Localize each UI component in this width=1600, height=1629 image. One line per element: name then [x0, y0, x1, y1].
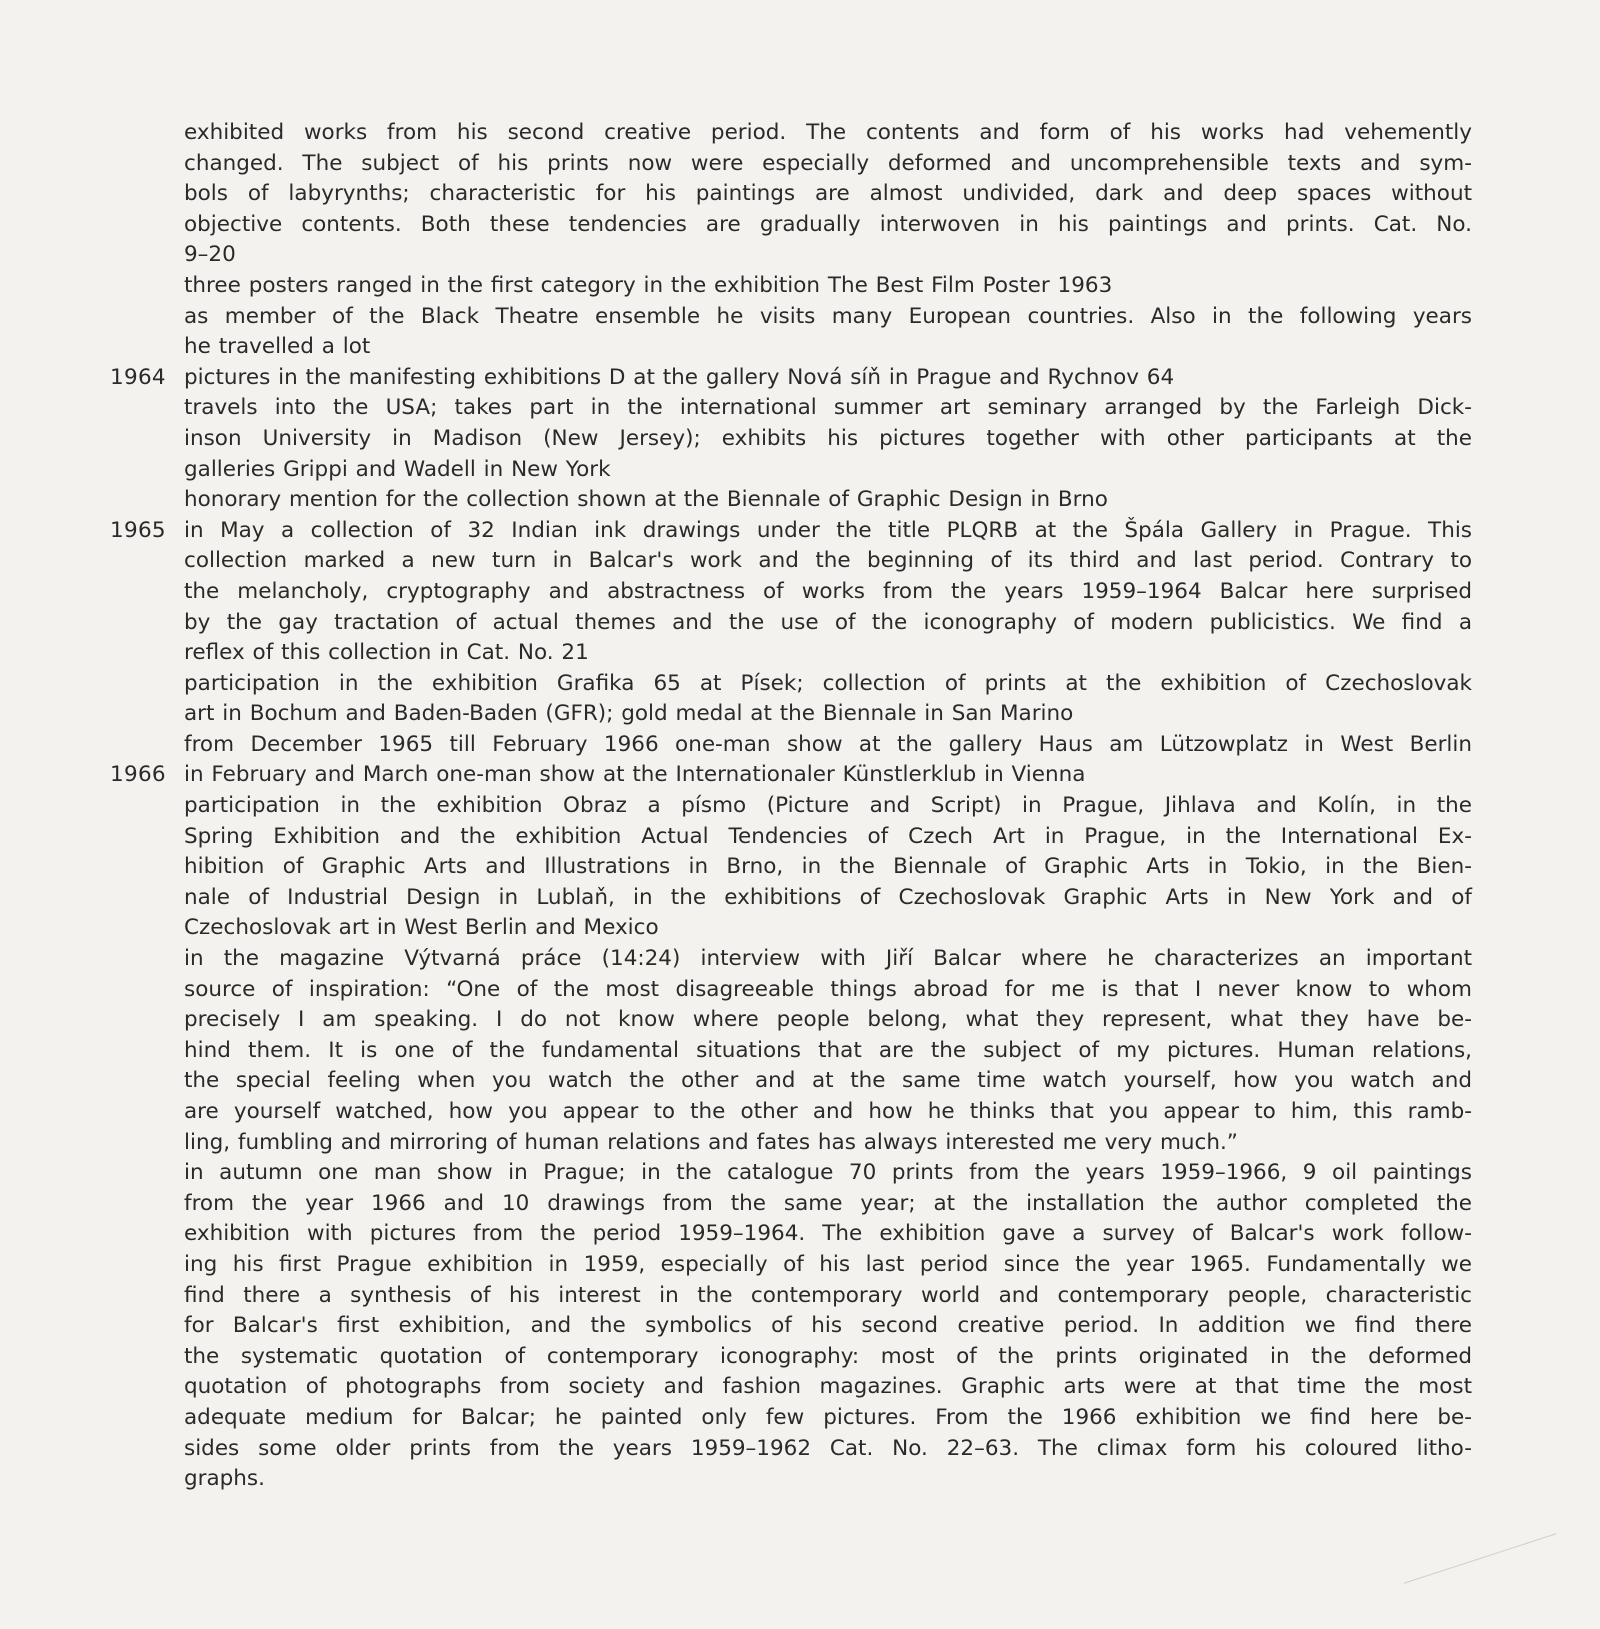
- text-line: [110, 393, 1472, 424]
- text-line-content: honorary mention for the collection shown at the Biennale of Graphic Design in Brno: [184, 487, 1108, 513]
- text-line: [110, 1219, 1472, 1250]
- text-line: [110, 699, 1472, 730]
- text-line-content: participation in the exhibition Grafika 65 at Písek; collection of prints at the exhibition of Czechoslovak: [184, 670, 1472, 696]
- text-line-content: three posters ranged in the first category in the exhibition The Best Film Poster 1963: [184, 272, 1113, 298]
- text-line: [110, 669, 1472, 700]
- text-line-content: in February and March one-man show at the Internationaler Künstlerklub in Vienna: [184, 762, 1086, 788]
- text-line-content: precisely I am speaking. I do not know where people belong, what they represent, what they have be-: [184, 1007, 1472, 1033]
- text-line: [110, 149, 1472, 180]
- text-line-content: from December 1965 till February 1966 one-man show at the gallery Haus am Lützowplatz in West Berlin: [184, 731, 1472, 757]
- text-line: [110, 118, 1472, 149]
- year-label: 1965: [110, 517, 166, 543]
- text-line: [110, 883, 1472, 914]
- text-line: [110, 1403, 1472, 1434]
- text-line: [110, 332, 1472, 363]
- text-line-content: hind them. It is one of the fundamental situations that are the subject of my pictures. Human relations,: [184, 1037, 1472, 1063]
- text-line: [110, 302, 1472, 333]
- text-line-content: in the magazine Výtvarná práce (14:24) interview with Jiří Balcar where he characterizes an important: [184, 946, 1472, 972]
- text-line-content: Spring Exhibition and the exhibition Actual Tendencies of Czech Art in Prague, in the International Ex-: [184, 823, 1472, 849]
- text-line: [110, 913, 1472, 944]
- text-line: [110, 730, 1472, 761]
- text-line: [110, 1250, 1472, 1281]
- text-line: [110, 608, 1472, 639]
- text-line-content: as member of the Black Theatre ensemble he visits many European countries. Also in the following years: [184, 303, 1472, 329]
- text-line-content: ing his first Prague exhibition in 1959, especially of his last period since the year 1965. Fundamentally we: [184, 1251, 1472, 1277]
- text-line: [110, 822, 1472, 853]
- text-line-content: galleries Grippi and Wadell in New York: [184, 456, 611, 482]
- text-line-content: from the year 1966 and 10 drawings from the same year; at the installation the author completed the: [184, 1190, 1472, 1216]
- text-line: [110, 1434, 1472, 1465]
- text-line-content: pictures in the manifesting exhibitions D at the gallery Nová síň in Prague and Rychnov 64: [184, 364, 1175, 390]
- text-line: [110, 271, 1472, 302]
- text-line: [110, 516, 1472, 547]
- year-label: 1964: [110, 364, 166, 390]
- text-line-content: quotation of photographs from society and fashion magazines. Graphic arts were at that time the most: [184, 1374, 1472, 1400]
- text-line: [110, 240, 1472, 271]
- text-line: [110, 179, 1472, 210]
- text-line: [110, 1372, 1472, 1403]
- scan-mark: [1404, 1533, 1556, 1583]
- text-line: [110, 1311, 1472, 1342]
- text-line-content: sides some older prints from the years 1959–1962 Cat. No. 22–63. The climax form his coloured litho-: [184, 1435, 1472, 1461]
- text-line-content: exhibited works from his second creative period. The contents and form of his works had vehemently: [184, 120, 1472, 145]
- text-line-content: in May a collection of 32 Indian ink drawings under the title PLQRB at the Špála Gallery in Prague. This: [184, 517, 1472, 543]
- text-line: [110, 1097, 1472, 1128]
- text-line-content: the melancholy, cryptography and abstractness of works from the years 1959–1964 Balcar here surprised: [184, 578, 1472, 604]
- text-line: [110, 1158, 1472, 1189]
- text-line-content: objective contents. Both these tendencies are gradually interwoven in his paintings and prints. Cat. No.: [184, 211, 1472, 237]
- text-line: [110, 1066, 1472, 1097]
- text-line-content: reflex of this collection in Cat. No. 21: [184, 640, 589, 666]
- text-line: [110, 760, 1472, 791]
- text-line-content: find there a synthesis of his interest in the contemporary world and contemporary people, characteristic: [184, 1282, 1472, 1308]
- text-line: [110, 1464, 1472, 1495]
- text-line: [110, 1342, 1472, 1373]
- text-line-content: bols of labyrynths; characteristic for his paintings are almost undivided, dark and deep spaces without: [184, 181, 1472, 207]
- text-line: [110, 363, 1472, 394]
- text-line: [110, 210, 1472, 241]
- text-line: [110, 424, 1472, 455]
- text-line: [110, 1281, 1472, 1312]
- text-line-content: in autumn one man show in Prague; in the catalogue 70 prints from the years 1959–1966, 9 oil paintings: [184, 1160, 1472, 1186]
- text-line-content: collection marked a new turn in Balcar's work and the beginning of its third and last period. Contrary to: [184, 548, 1472, 574]
- text-line: [110, 638, 1472, 669]
- text-line-content: participation in the exhibition Obraz a písmo (Picture and Script) in Prague, Jihlava and Kolín, in the: [184, 793, 1472, 819]
- text-line-content: the special feeling when you watch the other and at the same time watch yourself, how you watch and: [184, 1068, 1472, 1094]
- text-line-content: by the gay tractation of actual themes and the use of the iconography of modern publicistics. We find a: [184, 609, 1472, 635]
- text-line-content: for Balcar's first exhibition, and the symbolics of his second creative period. In addition we find there: [184, 1313, 1472, 1339]
- text-line: [110, 1005, 1472, 1036]
- text-line-content: 9–20: [184, 242, 236, 268]
- text-line-content: inson University in Madison (New Jersey); exhibits his pictures together with other participants at the: [184, 425, 1472, 451]
- text-line-content: hibition of Graphic Arts and Illustrations in Brno, in the Biennale of Graphic Arts in Tokio, in the Bien-: [184, 854, 1472, 880]
- text-line: [110, 852, 1472, 883]
- year-label: 1966: [110, 762, 166, 788]
- text-line-content: exhibition with pictures from the period 1959–1964. The exhibition gave a survey of Balcar's work follow-: [184, 1221, 1472, 1247]
- text-line: [110, 975, 1472, 1006]
- text-line: [110, 791, 1472, 822]
- text-line-content: Czechoslovak art in West Berlin and Mexico: [184, 915, 659, 941]
- text-line-content: ling, fumbling and mirroring of human relations and fates has always interested me very much.”: [184, 1129, 1238, 1155]
- text-line: [110, 1128, 1472, 1159]
- text-line: [110, 1036, 1472, 1067]
- text-line: [110, 546, 1472, 577]
- text-line-content: nale of Industrial Design in Lublaň, in the exhibitions of Czechoslovak Graphic Arts in New York and of: [184, 884, 1472, 910]
- text-line-content: travels into the USA; takes part in the international summer art seminary arranged by the Farleigh Dick-: [184, 395, 1472, 421]
- chronology-text-column: [110, 118, 1472, 1495]
- text-line-content: changed. The subject of his prints now were especially deformed and uncomprehensible texts and sym-: [184, 150, 1472, 176]
- text-line: [110, 944, 1472, 975]
- text-line-content: the systematic quotation of contemporary iconography: most of the prints originated in the deformed: [184, 1343, 1472, 1369]
- text-line: [110, 577, 1472, 608]
- text-line-content: source of inspiration: “One of the most disagreeable things abroad for me is that I never know to whom: [184, 976, 1472, 1002]
- text-line-content: he travelled a lot: [184, 334, 371, 360]
- text-line: [110, 455, 1472, 486]
- text-line-content: graphs.: [184, 1466, 265, 1492]
- text-line-content: are yourself watched, how you appear to the other and how he thinks that you appear to him, this ramb-: [184, 1099, 1472, 1124]
- text-line: [110, 485, 1472, 516]
- text-line-content: art in Bochum and Baden-Baden (GFR); gold medal at the Biennale in San Marino: [184, 701, 1074, 727]
- text-line: [110, 1189, 1472, 1220]
- text-line-content: adequate medium for Balcar; he painted only few pictures. From the 1966 exhibition we find here be-: [184, 1404, 1472, 1430]
